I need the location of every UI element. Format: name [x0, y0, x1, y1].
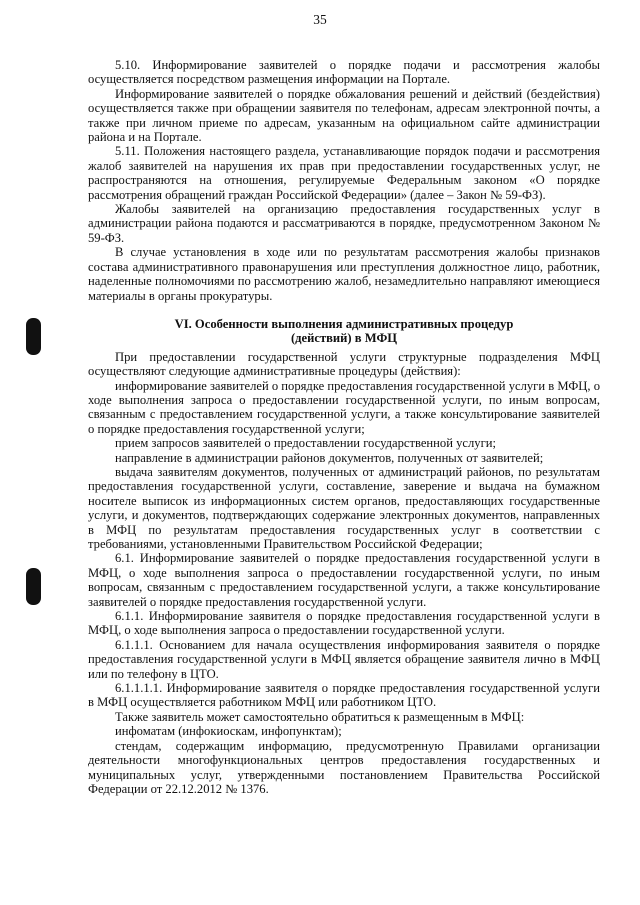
paragraph: Также заявитель может самостоятельно обратиться к размещенным в МФЦ:: [115, 709, 525, 724]
paragraph: В случае установления в ходе или по результатам рассмотрения жалобы признаков состава административного правонарушения или преступления должностное лицо, работник, наделенные полномочиями по рассмотрению жалоб, незамедлительно направляют имеющиеся материалы в органы прокуратуры.: [88, 245, 600, 303]
paragraph: Информирование заявителей о порядке обжалования решений и действий (бездействия) осуществляется также при обращении заявителя по телефонам, адресам электронной почты, а также при личном приеме по адресам, указанным на официальном сайте администрации района и на Портале.: [88, 86, 600, 145]
page-number: 35: [313, 12, 327, 27]
paragraph: прием запросов заявителей о предоставлении государственной услуги;: [115, 436, 496, 451]
paragraph: Жалобы заявителей на организацию предоставления государственных услуг в администрации района подаются и рассматриваются в порядке, предусмотренном Законом № 59-ФЗ.: [88, 202, 600, 245]
paragraph: инфоматам (инфокиоскам, инфопунктам);: [115, 724, 342, 739]
document-body: [88, 58, 600, 796]
paragraph: информирование заявителей о порядке предоставления государственной услуги в МФЦ, о ходе выполнения запроса о предоставлении государственной услуги, по иным вопросам, связанным с предоставлением государственной услуги, а также консультирование заявителей о порядке предоставления государственной услуги;: [88, 378, 600, 436]
paragraph: 6.1.1.1. Основанием для начала осуществления информирования заявителя о порядке предоставления государственной услуги в МФЦ является обращение заявителя лично в МФЦ или по телефону в ЦТО.: [88, 637, 600, 681]
paragraph: 5.10. Информирование заявителей о порядке подачи и рассмотрения жалобы осуществляется посредством размещения информации на Портале.: [88, 58, 600, 87]
binding-hole-top: [26, 318, 41, 355]
binding-hole-bottom: [26, 568, 41, 605]
section-title-line2: (действий) в МФЦ: [290, 331, 398, 346]
paragraph: направление в администрации районов документов, полученных от заявителей;: [115, 450, 544, 465]
paragraph: При предоставлении государственной услуги структурные подразделения МФЦ осуществляют следующие административные процедуры (действия):: [88, 349, 600, 379]
section-title: [88, 317, 600, 346]
paragraph: 5.11. Положения настоящего раздела, устанавливающие порядок подачи и рассмотрения жалоб заявителей на нарушения их прав при предоставлении государственных услуг, не распространяются на отношения, регулируемые Федеральным законом «О порядке рассмотрения обращений граждан Российской Федерации» (далее – Закон № 59-ФЗ).: [88, 144, 600, 202]
paragraph: стендам, содержащим информацию, предусмотренную Правилами организации деятельности многофункциональных центров предоставления государственных и муниципальных услуг, утвержденными постановлением Правительства Российской Федерации от 22.12.2012 № 1376.: [88, 738, 600, 796]
paragraph: 6.1. Информирование заявителей о порядке предоставления государственной услуги в МФЦ, о ходе выполнения запроса о предоставлении государственной услуги, по иным вопросам, связанным с предоставлением государственной услуги, а также консультирование заявителей о порядке предоставления государственной услуги.: [88, 551, 600, 609]
section-title-line1: VI. Особенности выполнения административных процедур: [174, 316, 514, 331]
paragraph: 6.1.1. Информирование заявителя о порядке предоставления государственной услуги в МФЦ, о ходе выполнения запроса о предоставлении государственной услуги.: [88, 609, 600, 638]
paragraph: выдача заявителям документов, полученных от администраций районов, по результатам предоставления государственной услуги, составление, заверение и выдача на бумажном носителе выписок из информационных систем органов, предоставляющих государственные услуги, и документов, подтверждающих содержание электронных документов, направленных в МФЦ по результатам предоставления государственных услуг в соответствии с требованиями, установленными Правительством Российской Федерации;: [88, 464, 600, 551]
paragraph: 6.1.1.1.1. Информирование заявителя о порядке предоставления государственной услуги в МФЦ осуществляется работником МФЦ или работником ЦТО.: [88, 681, 600, 710]
